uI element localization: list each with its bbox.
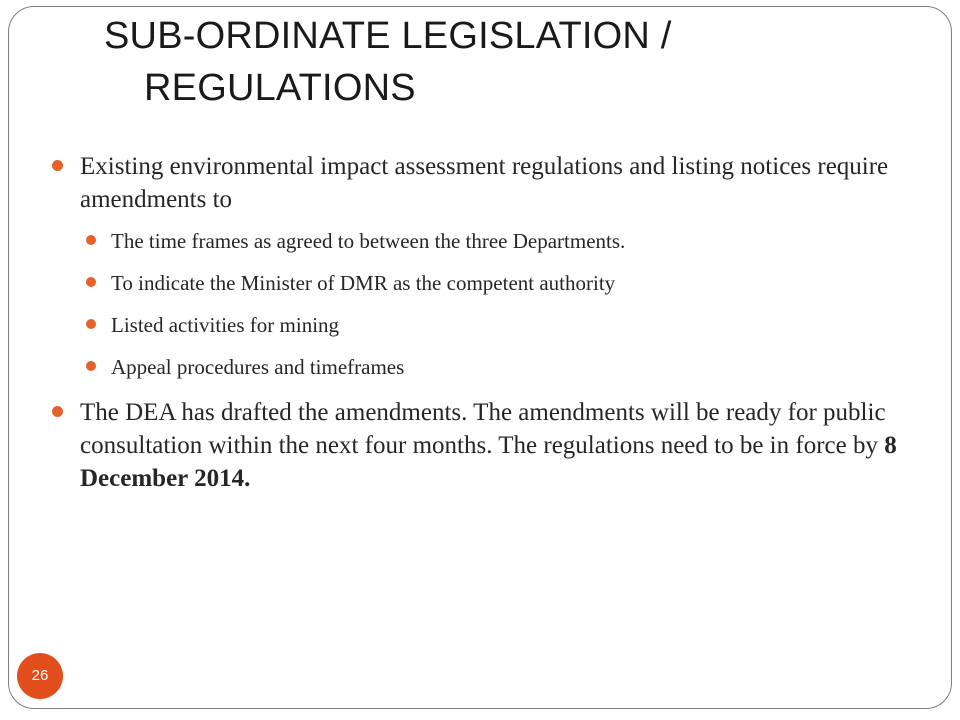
- bullet-text: Existing environmental impact assessment regulations and listing notices require amendments to: [80, 153, 889, 213]
- deadline-date: 8 December 2014.: [80, 432, 897, 492]
- sub-bullet-text: Appeal procedures and timeframes: [111, 355, 405, 379]
- slide-body: [48, 150, 898, 507]
- title-line-2: REGULATIONS: [144, 67, 416, 109]
- bullet-item: [48, 396, 898, 495]
- title-line-1: SUB-ORDINATE LEGISLATION /: [104, 15, 672, 57]
- bullet-item: [48, 150, 898, 216]
- sub-bullet-item: [84, 354, 898, 380]
- sub-bullet-text: To indicate the Minister of DMR as the competent authority: [111, 271, 616, 295]
- page-number-badge: 26: [17, 653, 63, 699]
- bullet-text: The DEA has drafted the amendments. The amendments will be ready for public consultation within the next four months. The regulations need to be in force by: [80, 399, 886, 459]
- sub-bullet-text: Listed activities for mining: [111, 313, 340, 337]
- sub-bullet-item: [84, 228, 898, 254]
- sub-bullet-text: The time frames as agreed to between the three Departments.: [111, 229, 626, 253]
- slide-title: [104, 10, 864, 114]
- sub-bullet-item: [84, 270, 898, 296]
- sub-bullet-item: [84, 312, 898, 338]
- sub-bullet-list: [84, 228, 898, 380]
